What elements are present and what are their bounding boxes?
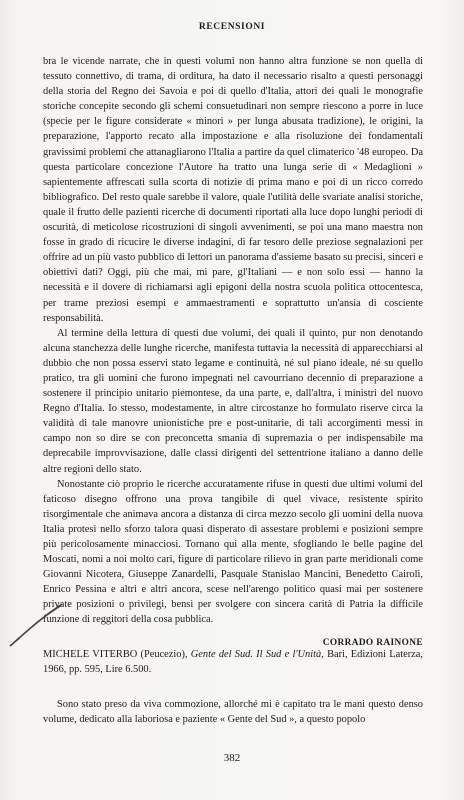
- book-title: Gente del Sud. Il Sud e l'Unità,: [190, 649, 324, 660]
- review-body: [43, 54, 423, 651]
- reviewer-signature: CORRADO RAINONE: [322, 637, 423, 648]
- paragraph-3: Nonostante ciò proprio le ricerche accuratamente rifuse in questi due ultimi volumi del faticoso disegno offrono una prova tangibile di quel vivace, resistente spirito risorgimentale che animava ancora a distanza di circa mezzo secolo gli uomini della nuova Italia protesi nello sforzo talora quasi disperato di assestare problemi e posizioni sempre più pericolosamente minacciosi. Tornano qui alla mente, sfogliando le belle pagine del Moscati, nomi a noi molto cari, figure di particolare rilievo in gran parte meridionali come Giovanni Nicotera, Giuseppe Zanardelli, Pasquale Stanislao Mancini, Benedetto Cairoli, Enrico Pessina e altri e altri ancora, scese nell'arengo politico quasi mai per sostenere private posizioni o privilegi, bensì per svolgere con sincera carità di Patria la difficile funzione di reggitori della cosa pubblica.: [43, 478, 423, 626]
- pen-annotation-mark: [6, 600, 66, 650]
- page-number: 382: [223, 752, 241, 764]
- running-header: RECENSIONI: [198, 22, 266, 32]
- second-review-opening: Sono stato preso da viva commozione, allorché mi è capitato tra le mani questo denso volume, dedicato alla laboriosa e paziente « Gente del Sud », a questo popolo: [43, 699, 423, 726]
- paragraph-1: bra le vicende narrate, che in questi volumi non hanno altra funzione se non quella di tessuto connettivo, di trama, di orditura, ha dato il necessario risalto a questi personaggi della storia del Regno dei Savoia e poi di quello d'Italia, attori dei quali le monografie storiche concepite secondo gli schemi consuetudinari non sempre riescono a porre in luce (specie per le figure considerate « minori » per lunga abusata tradizione), le origini, la preparazione, l'apporto recato alla impostazione e alla risoluzione dei fondamentali gravissimi problemi che attanagliarono l'Italia a partire da quel climaterico '48 europeo. Da questa particolare concezione l'Autore ha tratto una lunga serie di « Medaglioni » sapientemente affrescati sulla scorta di notizie di prima mano e poi di un ricco corredo bibliografico. Del resto quale sarebbe il valore, quale l'utilità delle svariate analisi storiche, quale il frutto delle pazienti ricerche di documenti riportati alla luce dopo lunghi periodi di oscurità, di meticolose ricostruzioni di singoli avvenimenti, se poi una mano maestra non fosse in grado di ricucire le diverse indagini, di far tesoro delle preziose segnalazioni per offrire ad un più vasto pubblico di lettori un panorama d'assieme basato su precisi, sinceri e obiettivi dati? Oggi, più che mai, mi pare, gl'Italiani — e non solo essi — hanno la necessità e il dovere di richiamarsi agli epigoni della nostra scuola politica ottocentesca, per trarne preziosi esempi e ammaestramenti e soprattutto un'ansia di cosciente responsabilità.: [43, 56, 423, 324]
- paragraph-2: Al termine della lettura di questi due volumi, dei quali il quinto, pur non denotando alcuna stanchezza delle lunghe ricerche, manifesta tuttavia la necessità di apparecchiarsi al dubbio che non possa esservi stato legame e continuità, né sul piano ideale, né su quello pratico, tra gli uomini che furono impegnati nel cavourriano decennio di preparazione a sostenere il principio unitario piemontese, da una parte, e, dall'altra, i ministri del nuovo Regno d'Italia. Io stesso, modestamente, in altre circostanze ho formulato riserve circa la validità di tale manovre unionistiche pre e post-unitarie, di tali accorgimenti messi in campo non so dire se con preconcetta smania di supremazia o per indispensabile ma deprecabile improvvisazione, dalle classi dirigenti del settentrione italiano a danno delle altre regioni dello stato.: [43, 327, 423, 475]
- book-pseudonym: (Peucezio),: [140, 649, 188, 660]
- book-details: Bari, Edizioni Laterza, 1966, pp. 595, Lire 6.500.: [43, 649, 423, 676]
- book-author: MICHELE VITERBO: [43, 649, 138, 660]
- bibliographic-entry: [43, 647, 423, 677]
